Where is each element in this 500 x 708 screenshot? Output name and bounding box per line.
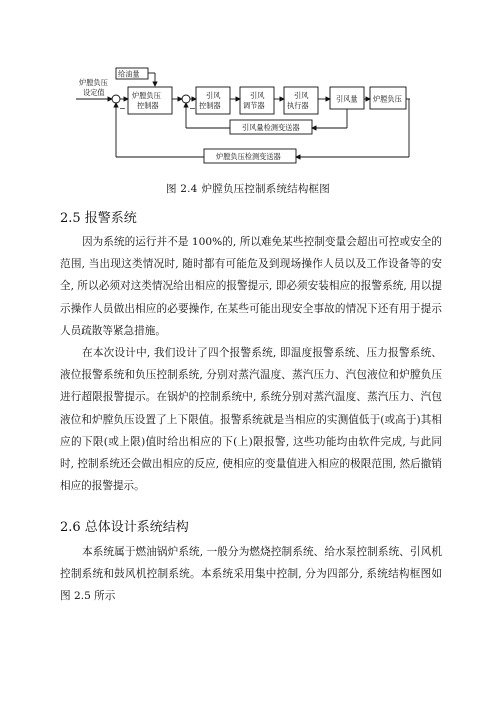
block-diagram (70, 62, 410, 174)
section-heading-2-5: 2.5 报警系统 (60, 211, 137, 226)
section-2-6-body (60, 541, 442, 608)
section-heading-2-6: 2.6 总体设计系统结构 (60, 520, 189, 535)
feed-forward-label: 给油量 (118, 69, 140, 79)
setpoint-label-2: 设定值 (83, 88, 105, 97)
paragraph-2-5-2: 在本次设计中, 我们设计了四个报警系统, 即温度报警系统、压力报警系统、液位报警系统和负压控制系统, 分别对蒸汽温度、蒸汽压力、汽包液位和炉膛负压进行超限报警提示。在锅炉的控制系统中, 系统分别对蒸汽温度、蒸汽压力、汽包液位和炉膛负压设置了上下限值。报警系统就是当相应的实测值低于(或高于)其相应的下限(或上限)值时给出相应的下(上)限报警, 这些功能均由软件完成, 与此同时, 控制系统还会做出相应的反应, 使相应的变量值进入相应的极限范围, 然后撤销相应的报警提示。 (60, 347, 442, 493)
fan-flow-transmitter-label: 引风量检测变送器 (242, 123, 300, 132)
furnace-pressure-label: 炉膛负压 (373, 94, 402, 104)
fan-controller-label-1: 引风 (206, 91, 221, 100)
minus-sign-2: − (189, 104, 196, 113)
fan-actuator-label-2: 执行器 (287, 101, 309, 110)
figure-number: 图 2.4 (166, 183, 198, 195)
paragraph-2-6-1: 本系统属于燃油锅炉系统, 一般分为燃烧控制系统、给水泵控制系统、引风机控制系统和鼓风机控制系统。本系统采用集中控制, 分为四部分, 系统结构框图如图 2.5 所示 (60, 546, 442, 603)
fan-regulator-label-1: 引风 (250, 91, 265, 100)
pressure-controller-label-2: 控制器 (137, 101, 159, 110)
fan-regulator-label-2: 调节器 (243, 101, 265, 110)
figure-title: 炉膛负压控制系统结构框图 (201, 183, 330, 195)
fan-flow-label: 引风量 (336, 94, 358, 104)
minus-sign-1: − (119, 104, 126, 113)
pressure-transmitter-label: 炉膛负压检测变送器 (216, 152, 281, 161)
figure-caption (0, 181, 500, 196)
paragraph-2-5-1: 因为系统的运行并不是 100%的, 所以难免某些控制变量会超出可控或安全的范围, 当出现这类情况时, 随时都有可能危及到现场操作人员以及工作设备等的安全, 所以必须对这类情况给出相应的报警提示, 即必须安装相应的报警系统, 用以提示操作人员做出相应的必要操作, 在某些可能出现安全事故的情况下还有用于提示人员疏散等紧急措施。 (60, 236, 442, 337)
fan-actuator-label-1: 引风 (294, 91, 309, 100)
fan-controller-label-2: 控制器 (199, 101, 221, 110)
pressure-controller-label-1: 炉膛负压 (132, 91, 161, 100)
section-2-5-body (60, 231, 442, 497)
setpoint-label-1: 炉膛负压 (79, 78, 108, 87)
